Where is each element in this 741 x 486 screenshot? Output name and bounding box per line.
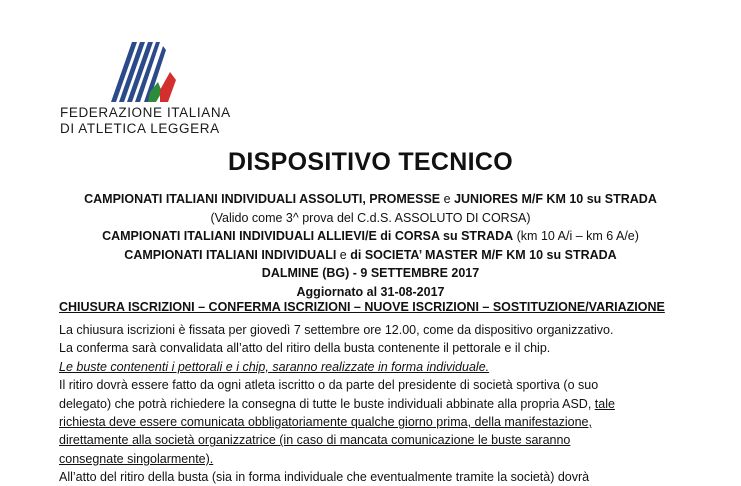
header-line-4	[40, 246, 701, 265]
header-line-4-part-a: CAMPIONATI ITALIANI INDIVIDUALI	[124, 247, 337, 262]
logo-line-2: DI ATLETICA LEGGERA	[60, 121, 220, 136]
paragraph-1: La chiusura iscrizioni è fissata per giovedì 7 settembre ore 12.00, come da dispositivo organizzativo.	[59, 323, 614, 337]
logo-line-1: FEDERAZIONE ITALIANA	[60, 105, 231, 120]
header-line-3-part-a: CAMPIONATI ITALIANI INDIVIDUALI ALLIEVI/E di CORSA su STRADA	[102, 229, 514, 244]
paragraph-8: consegnate singolarmente).	[59, 451, 214, 466]
header-line-2: (Valido come 3^ prova del C.d.S. ASSOLUTO DI CORSA)	[210, 210, 531, 225]
paragraph-3: Le buste contenenti i pettorali e i chip, saranno realizzate in forma individuale.	[59, 359, 490, 374]
section-body	[59, 321, 709, 486]
paragraph-5-part-b: tale	[594, 396, 615, 411]
event-header	[40, 190, 701, 302]
header-line-1-part-b: JUNIORES M/F KM 10 su STRADA	[454, 192, 657, 206]
header-line-4-part-b: di SOCIETA’ MASTER M/F KM 10 su STRADA	[350, 247, 617, 262]
paragraph-7: direttamente alla società organizzatrice (in caso di mancata comunicazione le buste saranno	[59, 433, 571, 448]
logo-text	[60, 105, 231, 137]
fidal-logo	[60, 42, 235, 142]
header-line-6: Aggiornato al 31-08-2017	[296, 284, 445, 299]
paragraph-9: All’atto del ritiro della busta (sia in forma individuale che eventualmente tramite la società) dovrà	[59, 470, 590, 485]
section-heading: CHIUSURA ISCRIZIONI – CONFERMA ISCRIZIONI – NUOVE ISCRIZIONI – SOSTITUZIONE/VARIAZIONE	[59, 300, 665, 314]
header-line-4-conj: e	[336, 247, 351, 262]
header-line-1	[40, 190, 701, 209]
paragraph-6: richiesta deve essere comunicata obbligatoriamente qualche giorno prima, della manifestazione,	[59, 415, 592, 430]
header-line-3	[40, 227, 701, 246]
fidal-emblem-icon	[110, 42, 180, 106]
document-title: DISPOSITIVO TECNICO	[228, 148, 513, 176]
paragraph-4: Il ritiro dovrà essere fatto da ogni atleta iscritto o da parte del presidente di società sportiva (o suo	[59, 378, 599, 393]
paragraph-5-part-a: delegato) che potrà richiedere la consegna di tutte le buste individuali abbinate alla propria ASD,	[59, 396, 595, 411]
header-line-5: DALMINE (BG) - 9 SETTEMBRE 2017	[261, 266, 480, 281]
header-line-1-part-a: CAMPIONATI ITALIANI INDIVIDUALI ASSOLUTI, PROMESSE	[84, 192, 441, 206]
header-line-3-part-b: (km 10 A/i – km 6 A/e)	[513, 229, 639, 244]
header-line-1-conj: e	[440, 192, 455, 206]
paragraph-5	[59, 395, 709, 413]
paragraph-2: La conferma sarà convalidata all’atto del ritiro della busta contenente il pettorale e il chip.	[59, 341, 551, 356]
